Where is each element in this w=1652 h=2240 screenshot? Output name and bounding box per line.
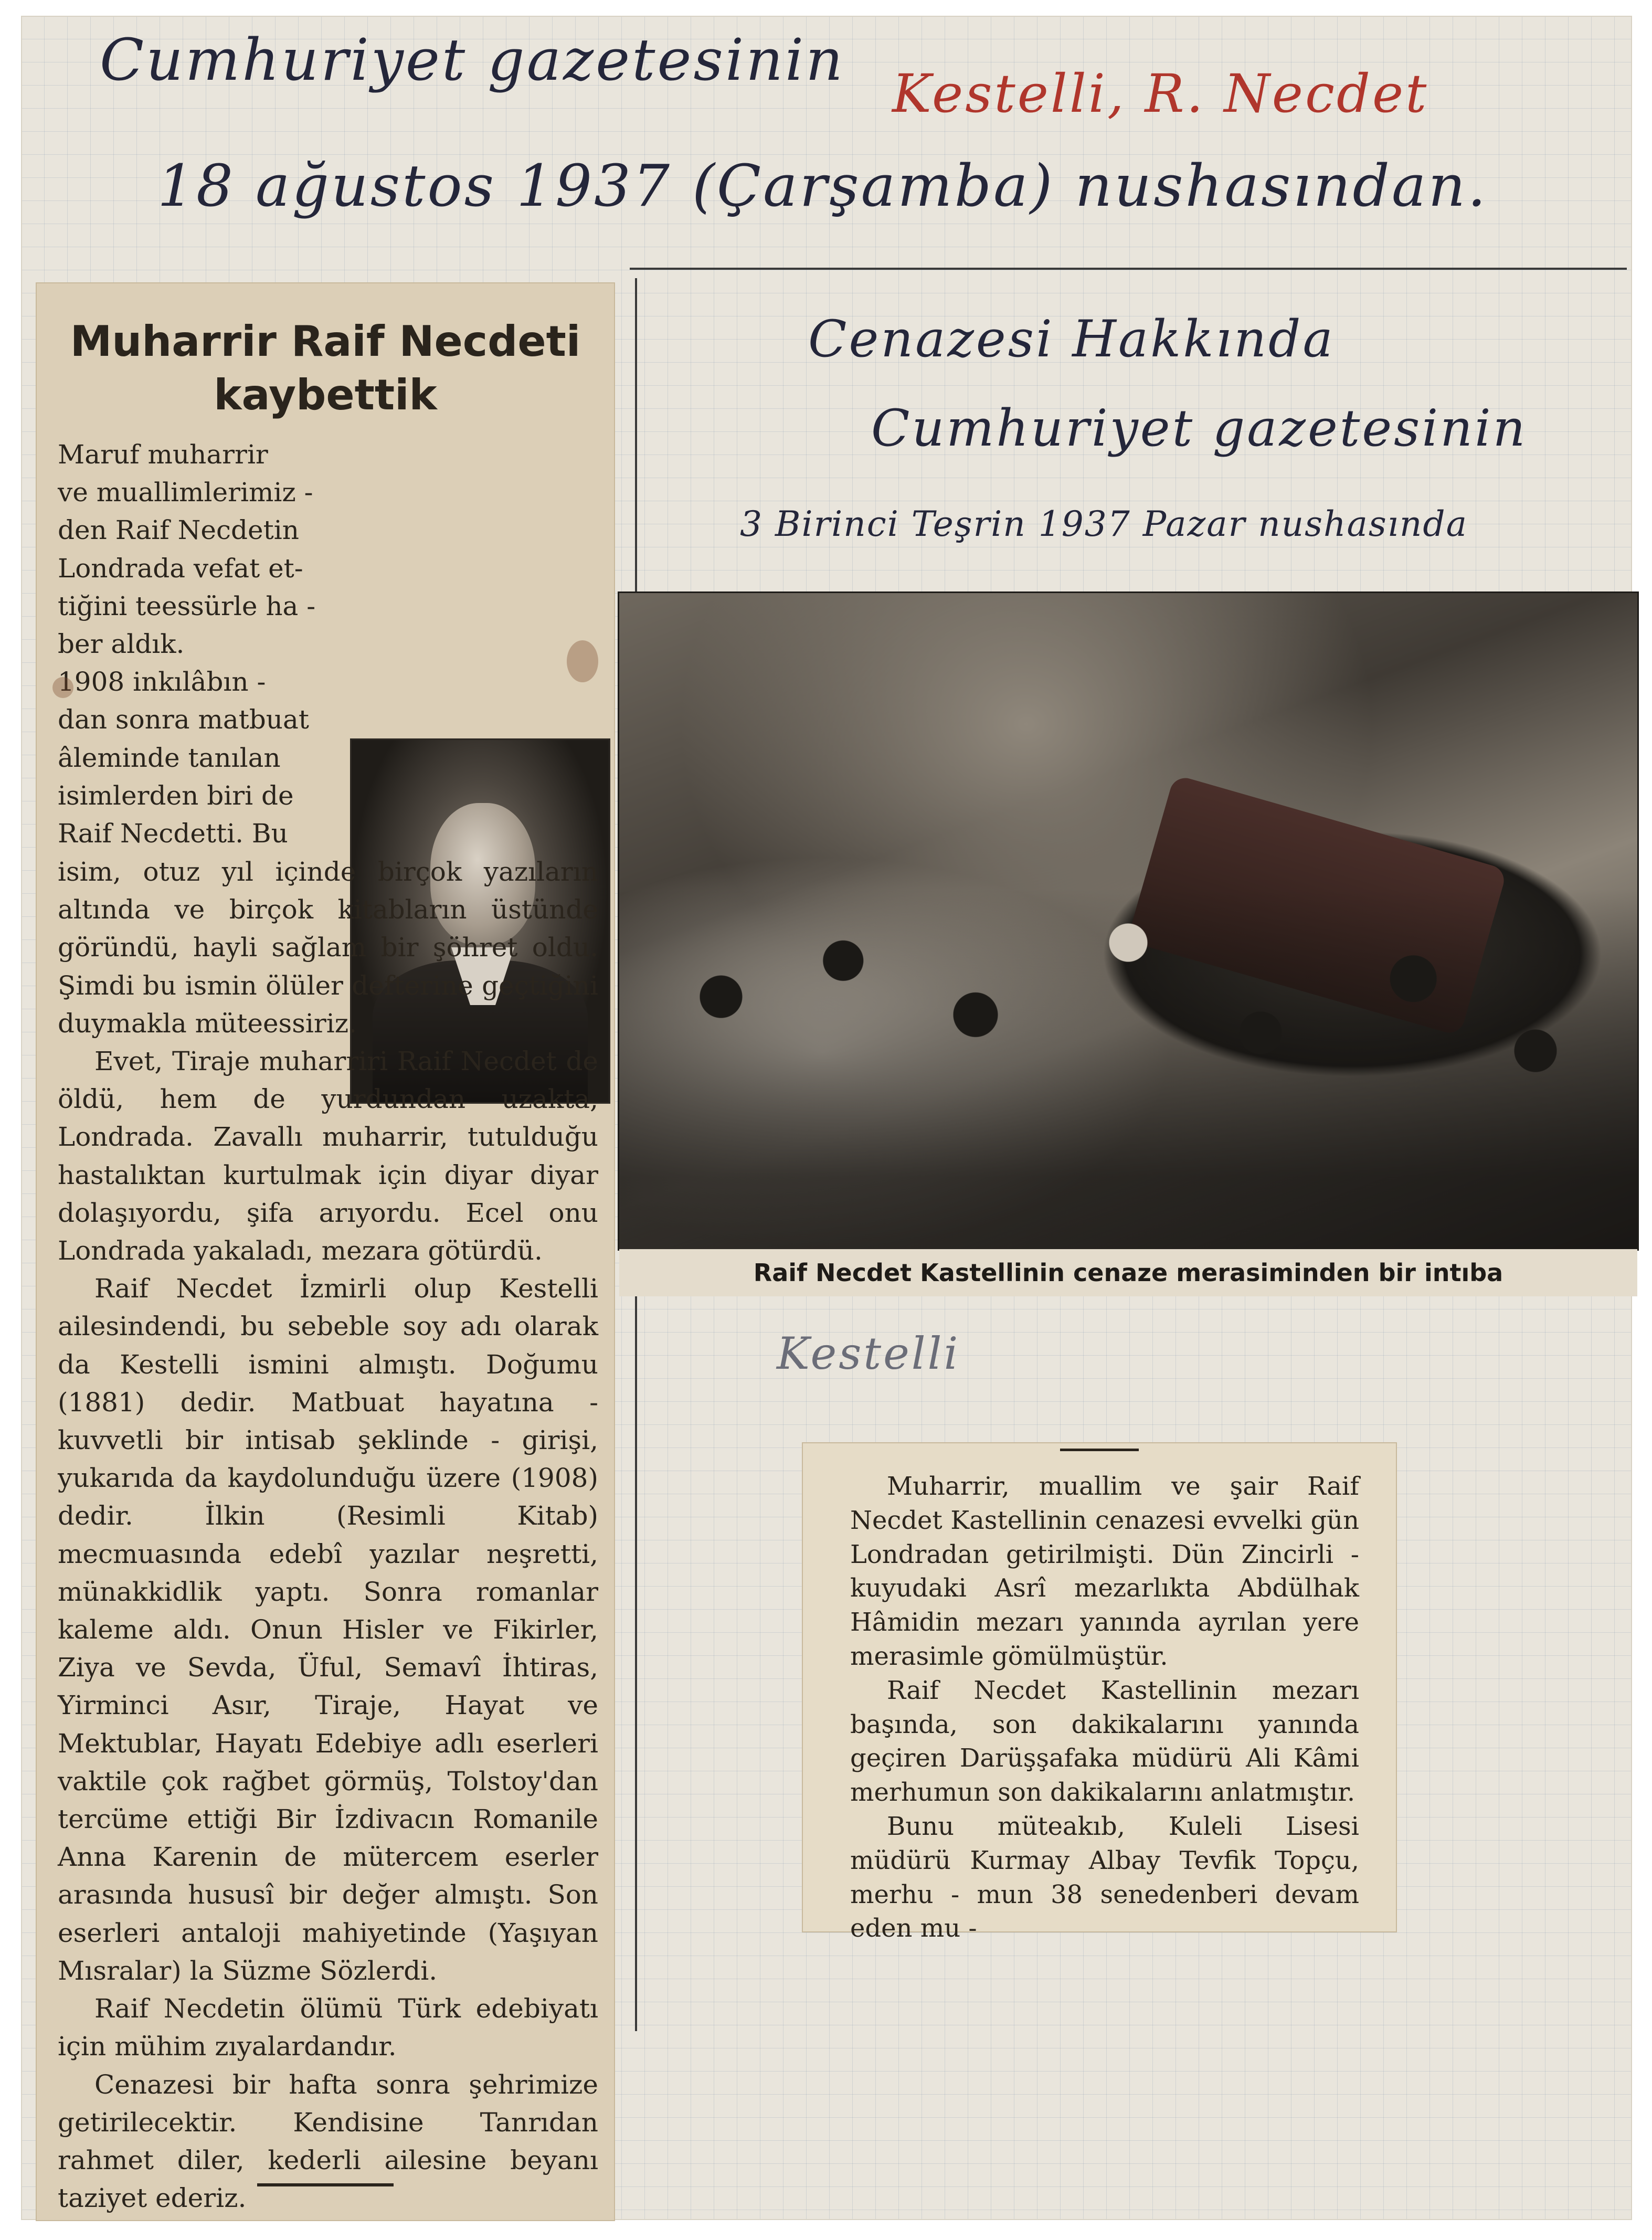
intro-line: ber aldık. [58, 629, 185, 660]
body-paragraph: Raif Necdetin ölümü Türk edebiyatı için mühim zıyalardandır. [58, 1993, 598, 2062]
pencil-note: Kestelli [777, 1328, 960, 1379]
intro-line: den Raif Necdetin [58, 515, 299, 546]
burial-clipping [803, 1443, 1396, 1943]
handwritten-date-note: 18 ağustos 1937 (Çarşamba) nushasından. [157, 152, 1488, 219]
intro-line: 1908 inkılâbın - [58, 667, 266, 698]
intro-line: isimlerden biri de [58, 780, 294, 811]
clipping-headline-line2: kaybettik [214, 371, 437, 419]
obituary-clipping [37, 283, 614, 2220]
paper-stain [567, 640, 598, 682]
scrapbook-page [21, 16, 1632, 2220]
burial-paragraph: Raif Necdet Kastellinin mezarı başında, son dakikalarını yanında geçiren Darüşşafaka müdürü Ali Kâmi merhumun son dakikalarını anlatmıştır. [850, 1675, 1359, 1808]
body-paragraph: Cenazesi bir hafta sonra şehrimize getirilecektir. Kendisine Tanrıdan rahmet diler, kederli ailesine beyanı taziyet ederiz. [58, 2069, 598, 2214]
intro-line: dan sonra matbuat [58, 704, 309, 735]
burial-paragraph: Bunu müteakıb, Kuleli Lisesi müdürü Kurmay Albay Tevfik Topçu, merhu - mun 38 senedenberi devam eden mu - [850, 1811, 1359, 1943]
intro-line: ve muallimlerimiz - [58, 477, 313, 508]
burial-text [850, 1470, 1359, 1946]
intro-line: tiğini teessürle ha - [58, 590, 316, 621]
body-column [58, 853, 598, 2217]
photo-caption: Raif Necdet Kastellinin cenaze merasiminden bir intıba [619, 1249, 1637, 1296]
handwritten-author-note: Kestelli, R. Necdet [892, 63, 1429, 124]
funeral-photograph [619, 593, 1637, 1249]
paper-stain [52, 677, 73, 698]
body-paragraph: Evet, Tiraje muharriri Raif Necdet de öldü, hem de yurdundan uzakta, Londrada. Zavallı muharrir, tutulduğu hastalıktan kurtulmak için diyar diyar dolaşıyordu, şifa arıyordu. Ecel onu Londrada yakaladı, mezara götürdü. [58, 1046, 598, 1266]
clipping-headline: Muharrir Raif Necdeti [70, 317, 581, 366]
intro-line: âleminde tanılan [58, 742, 281, 773]
body-paragraph: Raif Necdet İzmirli olup Kestelli ailesindendi, bu sebeble soy adı olarak da Kestelli ismini almıştı. Doğumu (1881) dedir. Matbuat hayatına - kuvvetli bir intisab şeklinde - girişi, yukarıda da kaydolunduğu üzere (1908) dedir. İlkin (Resimli Kitab) mecmuasında edebî yazılar neşretti, münakkidlik yaptı. Sonra romanlar kaleme aldı. Onun Hisler ve Fikirler, Ziya ve Sevda, Üful, Semavî İhtiras, Yirminci Asır, Tiraje, Hayat ve Mektublar, Hayatı Edebiye adlı eserleri vaktile çok rağbet görmüş, Tolstoy'dan tercüme ettiği Bir İzdivacın Romanile Anna Karenin de mütercem eserler arasında hususî bir değer almıştı. Son eserleri antaloji mahiyetinde (Yaşıyan Mısralar) la Süzme Sözlerdi. [58, 1273, 598, 1986]
handwritten-photo-note: Cumhuriyet gazetesinin [871, 399, 1528, 458]
intro-line: Raif Necdetti. Bu [58, 818, 288, 849]
handwritten-photo-note: 3 Birinci Teşrin 1937 Pazar nushasında [740, 504, 1468, 544]
intro-line: Londrada vefat et- [58, 553, 303, 584]
intro-line: Maruf muharrir [58, 439, 268, 470]
clipping-top-ornament [1060, 1449, 1139, 1451]
photo-crowd [619, 889, 1637, 1250]
body-paragraph: isim, otuz yıl içinde birçok yazıların altında ve birçok kitabların üstünde göründü, hayli sağlam bir şöhret oldu. Şimdi bu ismin ölüler defterine geçtiğini duymakla müteessiriz. [58, 857, 598, 1039]
horizontal-rule [630, 268, 1627, 270]
handwritten-photo-note: Cenazesi Hakkında [808, 310, 1335, 368]
burial-paragraph: Muharrir, muallim ve şair Raif Necdet Kastellinin cenazesi evvelki gün Londradan getirilmişti. Dün Zincirli - kuyudaki Asrî mezarlıkta Abdülhak Hâmidin mezarı yanında ayrılan yere merasimle gömülmüştür. [850, 1472, 1359, 1671]
clipping-end-ornament [257, 2183, 394, 2186]
intro-column [58, 436, 341, 852]
handwritten-source-note: Cumhuriyet gazetesinin [100, 26, 845, 93]
